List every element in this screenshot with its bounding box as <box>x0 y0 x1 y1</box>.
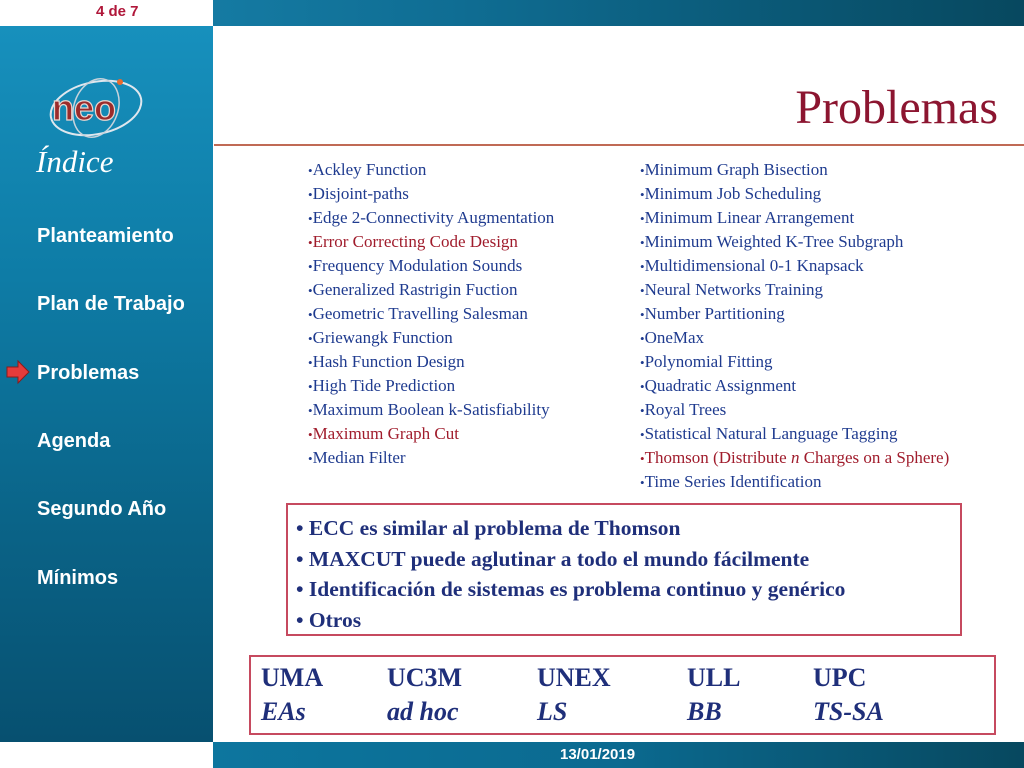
bullet-icon: • <box>640 403 645 418</box>
problem-item <box>640 422 949 446</box>
problem-list-right <box>640 158 949 494</box>
notes-box <box>286 503 962 636</box>
bottom-bar <box>0 742 1024 768</box>
sidebar-item-plan-de-trabajo[interactable]: Plan de Trabajo <box>37 293 185 315</box>
university-algorithm: ad hoc <box>387 697 459 726</box>
bullet-icon: • <box>308 187 313 202</box>
bullet-icon: • <box>640 475 645 490</box>
bullet-icon: • <box>308 451 313 466</box>
problem-item <box>308 254 554 278</box>
problem-label: OneMax <box>644 328 705 347</box>
red-arrow-icon <box>6 359 30 385</box>
problem-label: Multidimensional 0-1 Knapsack <box>644 256 864 275</box>
problem-item <box>308 398 554 422</box>
sidebar-item-agenda[interactable]: Agenda <box>37 430 111 452</box>
bullet-icon: • <box>640 307 645 322</box>
problem-item <box>640 326 949 350</box>
universities-box <box>249 655 996 735</box>
bullet-icon: • <box>308 163 313 178</box>
bullet-icon: • <box>308 427 313 442</box>
problem-label: Error Correcting Code Design <box>312 232 518 251</box>
sidebar-item-problemas[interactable]: Problemas <box>37 362 140 384</box>
problem-label: Hash Function Design <box>312 352 465 371</box>
bullet-icon: • <box>308 355 313 370</box>
problem-label: Maximum Graph Cut <box>312 424 459 443</box>
note-item: • ECC es similar al problema de Thomson <box>296 516 681 540</box>
problem-label: High Tide Prediction <box>312 376 456 395</box>
bullet-icon: • <box>640 331 645 346</box>
bullet-icon: • <box>308 283 313 298</box>
problem-item <box>640 254 949 278</box>
bullet-icon: • <box>308 307 313 322</box>
problem-item <box>640 350 949 374</box>
bullet-icon: • <box>640 187 645 202</box>
problem-label: Frequency Modulation Sounds <box>312 256 523 275</box>
university-algorithm: LS <box>537 697 568 726</box>
bullet-icon: • <box>308 211 313 226</box>
bullet-icon: • <box>640 283 645 298</box>
university-name: UNEX <box>537 663 611 692</box>
university-algorithm: EAs <box>261 697 306 726</box>
note-item: • Identificación de sistemas es problema continuo y genérico <box>296 577 846 601</box>
problem-item <box>308 350 554 374</box>
problem-label: Minimum Graph Bisection <box>644 160 828 179</box>
problem-item <box>640 230 949 254</box>
problem-item <box>308 158 554 182</box>
university-name: UMA <box>261 663 324 692</box>
problem-label: Minimum Linear Arrangement <box>644 208 855 227</box>
problem-label: Disjoint-paths <box>312 184 409 203</box>
problem-item <box>640 398 949 422</box>
bullet-icon: • <box>308 259 313 274</box>
bullet-icon: • <box>640 451 645 466</box>
university-name: UC3M <box>387 663 463 692</box>
bullet-icon: • <box>640 211 645 226</box>
problem-item <box>308 302 554 326</box>
bullet-icon: • <box>308 235 313 250</box>
sidebar <box>0 26 213 742</box>
problem-label: Time Series Identification <box>644 472 822 491</box>
university-name: ULL <box>687 663 741 692</box>
bullet-icon: • <box>640 163 645 178</box>
problem-label: Median Filter <box>312 448 406 467</box>
svg-text:neo: neo <box>52 87 117 128</box>
problem-item <box>640 374 949 398</box>
problem-label: Minimum Weighted K-Tree Subgraph <box>644 232 904 251</box>
problem-item <box>308 326 554 350</box>
bullet-icon: • <box>640 379 645 394</box>
problem-label: Maximum Boolean k-Satisfiability <box>312 400 550 419</box>
problem-label: Statistical Natural Language Tagging <box>644 424 898 443</box>
sidebar-item-planteamiento[interactable]: Planteamiento <box>37 225 174 247</box>
neo-logo <box>44 70 154 142</box>
problem-item <box>308 206 554 230</box>
problem-item <box>640 158 949 182</box>
university-name: UPC <box>813 663 867 692</box>
problem-label: Edge 2-Connectivity Augmentation <box>312 208 555 227</box>
title-divider <box>214 144 1024 146</box>
problem-item <box>640 446 949 470</box>
slide-title: Problemas <box>795 81 998 134</box>
problem-item <box>308 422 554 446</box>
problem-label: Thomson (Distribute n Charges on a Sphere) <box>644 448 950 467</box>
problem-item <box>640 182 949 206</box>
problem-label: Number Partitioning <box>644 304 785 323</box>
page-counter-label: 4 de 7 <box>96 3 139 20</box>
bullet-icon: • <box>308 403 313 418</box>
bullet-icon: • <box>640 259 645 274</box>
problem-item <box>308 278 554 302</box>
problem-label: Generalized Rastrigin Fuction <box>312 280 518 299</box>
university-algorithm: BB <box>687 697 722 726</box>
bullet-icon: • <box>308 331 313 346</box>
problem-label: Royal Trees <box>644 400 727 419</box>
problem-item <box>640 206 949 230</box>
bullet-icon: • <box>640 427 645 442</box>
problem-item <box>640 470 949 494</box>
sidebar-item-minimos[interactable]: Mínimos <box>37 567 119 589</box>
university-algorithm: TS-SA <box>813 697 884 726</box>
problem-label: Quadratic Assignment <box>644 376 797 395</box>
problem-label: Minimum Job Scheduling <box>644 184 822 203</box>
problem-item <box>308 182 554 206</box>
problem-label: Neural Networks Training <box>644 280 824 299</box>
problem-item <box>640 278 949 302</box>
page-counter <box>0 0 213 26</box>
problem-item <box>308 446 554 470</box>
bullet-icon: • <box>640 235 645 250</box>
bullet-icon: • <box>640 355 645 370</box>
problem-label: Geometric Travelling Salesman <box>312 304 528 323</box>
problem-label: Griewangk Function <box>312 328 453 347</box>
sidebar-item-segundo-ano[interactable]: Segundo Año <box>37 498 167 520</box>
problem-item <box>308 230 554 254</box>
index-title: Índice <box>36 144 114 179</box>
slide-date: 13/01/2019 <box>560 746 636 763</box>
problem-item <box>308 374 554 398</box>
problem-label: Ackley Function <box>312 160 427 179</box>
note-item: • MAXCUT puede aglutinar a todo el mundo fácilmente <box>296 546 810 571</box>
problem-label: Polynomial Fitting <box>644 352 773 371</box>
problem-list-left <box>308 158 554 470</box>
note-item: • Otros <box>296 607 362 632</box>
bullet-icon: • <box>308 379 313 394</box>
problem-item <box>640 302 949 326</box>
